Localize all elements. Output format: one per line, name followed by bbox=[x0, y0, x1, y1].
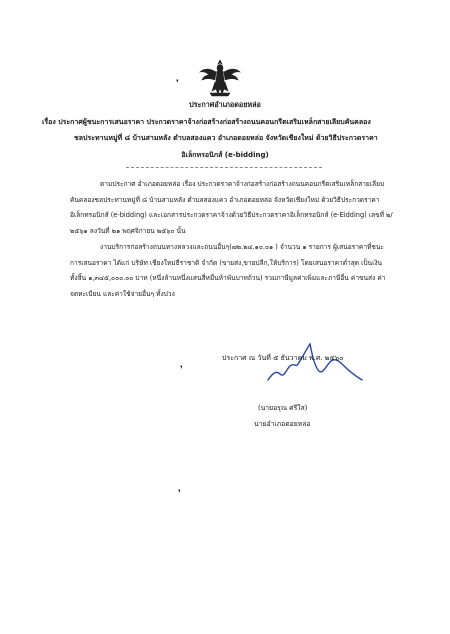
decorative-mark: ❜ bbox=[180, 365, 183, 375]
paragraph-line: ทั้งสิ้น ๑,๓๔๕,๐๐๐.๐๐ บาท (หนึ่งล้านหนึ่งแสนสี่หมื่นห้าพันบาทถ้วน) รวมภาษีมูลค่าเพิ่มและภาษีอื่น ค่าขนส่ง ค่า bbox=[70, 274, 386, 283]
paragraph-line: ๒๕๖๑ ลงวันที่ ๒๑ พฤศจิกายน ๒๕๖๐ นั้น bbox=[70, 226, 186, 235]
office-heading: ประกาศอำเภอดอยหล่อ bbox=[189, 100, 261, 109]
paragraph-line: คันคลองชลประทานหมู่ที่ ๘ บ้านสามหลัง ตำบลสองแคว อำเภอดอยหล่อ จังหวัดเชียงใหม่ ด้วยวิธีประกวดราคา bbox=[70, 195, 380, 204]
subject-line-1: เรื่อง ประกาศผู้ชนะการเสนอราคา ประกวดราคาจ้างก่อสร้างก่อสร้างถนนคอนกรีตเสริมเหล็กสายเลียบคันคลอง bbox=[42, 118, 371, 126]
body-paragraph-1 bbox=[70, 177, 400, 239]
paragraph-line: งานบริการก่อสร้างถนนทางหลวงและถนนอื่นๆ(๗๒.๒๔.๑๐.๐๑ ) จำนวน ๑ รายการ ผู้เสนอราคาที่ชนะ bbox=[100, 243, 384, 251]
paragraph-line: การเสนอราคา ได้แก่ บริษัท เชียงใหม่ธีราชาติ จำกัด (ขายส่ง,ขายปลีก,ให้บริการ) โดยเสนอราคาต่ำสุด เป็นเงิน bbox=[70, 258, 383, 267]
divider bbox=[126, 167, 322, 168]
body-paragraph-2 bbox=[70, 240, 400, 302]
paragraph-line: จดทะเบียน และค่าใช้จ่ายอื่นๆ ทั้งปวง bbox=[70, 289, 175, 298]
signer-name: (นายอรุณ ศรีใส) bbox=[258, 404, 308, 412]
subject-line-2: ชลประทานหมู่ที่ ๘ บ้านสามหลัง ตำบลสองแคว อำเภอดอยหล่อ จังหวัดเชียงใหม่ ด้วยวิธีประกวดราคา bbox=[74, 134, 378, 142]
paragraph-line: อิเล็กทรอนิกส์ (e-bidding) และเอกสารประกวดราคาจ้างด้วยวิธีประกวดราคาอิเล็กทรอนิกส์ (e-Еidding) เลขที่ ๒/ bbox=[70, 211, 393, 220]
decorative-mark: ❜ bbox=[176, 79, 179, 89]
paragraph-line: ตามประกาศ อำเภอดอยหล่อ เรื่อง ประกวดราคาจ้างก่อสร้างก่อสร้างถนนคอนกรีตเสริมเหล็กสายเลียบ bbox=[100, 180, 385, 188]
subject-line-3: อิเล็กทรอนิกส์ (e-bidding) bbox=[181, 151, 269, 159]
signer-title: นายอำเภอดอยหล่อ bbox=[254, 420, 311, 428]
announcement-date: ประกาศ ณ วันที่ ๕ ธันวาคม พ.ศ. ๒๕๖๐ bbox=[222, 354, 344, 362]
decorative-mark: ❜ bbox=[178, 489, 181, 499]
garuda-emblem-icon bbox=[198, 58, 242, 98]
